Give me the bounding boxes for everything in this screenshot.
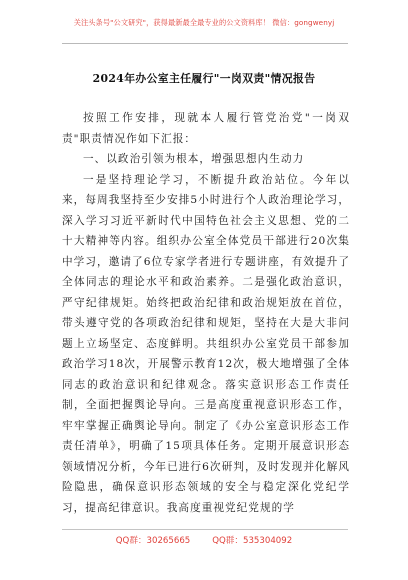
header-divider (62, 43, 348, 44)
footer-qq-group-2: QQ群：535304092 (212, 536, 293, 546)
document-title: 2024年办公室主任履行"一岗双责"情况报告 (92, 72, 316, 85)
header-banner: 关注头条号"公文研究"，获得最新最全最专业的公文资料库！ 微信：gongwenyj (73, 18, 335, 27)
section-heading: 一、以政治引领为根本，增强思想内生动力 (83, 153, 305, 165)
footer (0, 534, 408, 546)
document-body (62, 108, 350, 518)
intro-paragraph: 按照工作安排，现就本人履行管党治党"一岗双责"职责情况作如下汇报： (62, 112, 350, 145)
footer-divider (62, 529, 348, 530)
footer-qq-group-1: QQ群：30265665 (115, 536, 191, 546)
body-paragraph: 一是坚持理论学习，不断提升政治站位。今年以来，每周我坚持至少安排5小时进行个人政治理论学习，深入学习习近平新时代中国特色社会主义思想、党的二十大精神等内容。组织办公室全体党员干部进行20次集中学习，邀请了6位专家学者进行专题讲座，有效提升了全体同志的理论水平和政治素养。二是强化政治意识，严守纪律规矩。始终把政治纪律和政治规矩放在首位，带头遵守党的各项政治纪律和规矩，坚持在大是大非问题上立场坚定、态度鲜明。共组织办公室党员干部参加政治学习18次，开展警示教育12次，极大地增强了全体同志的政治意识和纪律观念。落实意识形态工作责任制，全面把握舆论导向。三是高度重视意识形态工作，牢牢掌握正确舆论导向。制定了《办公室意识形态工作责任清单》，明确了15项具体任务。定期开展意识形态领域情况分析，今年已进行6次研判，及时发现并化解风险隐患，确保意识形态领域的安全与稳定深化党纪学习，提高纪律意识。我高度重视党纪党规的学 (62, 173, 350, 514)
